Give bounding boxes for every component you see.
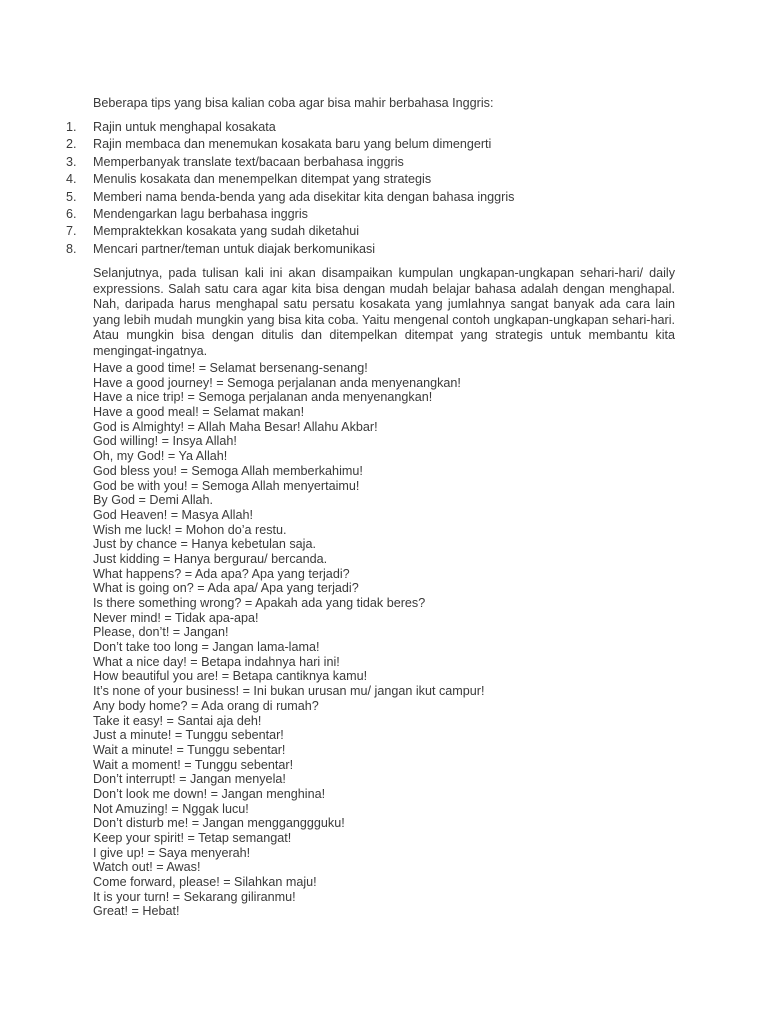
tip-text: Mencari partner/teman untuk diajak berkomunikasi xyxy=(93,241,376,256)
phrase-item: Just kidding = Hanya bergurau/ bercanda. xyxy=(93,551,328,566)
phrases-list xyxy=(93,361,484,919)
phrase-item: Don’t interrupt! = Jangan menyela! xyxy=(93,772,286,787)
tip-item xyxy=(66,136,514,153)
phrase-item: Great! = Hebat! xyxy=(93,904,180,919)
tip-number: 8. xyxy=(66,241,77,256)
phrase-item: Have a nice trip! = Semoga perjalanan anda menyenangkan! xyxy=(93,390,433,405)
phrase-item: Never mind! = Tidak apa-apa! xyxy=(93,610,259,625)
phrase-item: Just a minute! = Tunggu sebentar! xyxy=(93,728,284,743)
phrase-item: Any body home? = Ada orang di rumah? xyxy=(93,698,319,713)
phrase-item: Have a good meal! = Selamat makan! xyxy=(93,405,305,420)
phrase-item: God willing! = Insya Allah! xyxy=(93,434,237,449)
tip-number: 3. xyxy=(66,154,77,169)
tip-text: Mempraktekkan kosakata yang sudah diketahui xyxy=(93,224,360,239)
phrase-item: Is there something wrong? = Apakah ada yang tidak beres? xyxy=(93,596,426,610)
phrase-item: Have a good journey! = Semoga perjalanan anda menyenangkan! xyxy=(93,375,461,390)
tip-text: Rajin untuk menghapal kosakata xyxy=(93,120,276,134)
tip-item xyxy=(66,119,514,136)
tip-text: Menulis kosakata dan menempelkan ditempat yang strategis xyxy=(93,172,432,187)
tip-number: 6. xyxy=(66,206,77,221)
tip-number: 2. xyxy=(66,137,77,152)
phrase-item: Wait a minute! = Tunggu sebentar! xyxy=(93,742,286,757)
tip-item xyxy=(66,206,514,223)
phrase-item: God bless you! = Semoga Allah memberkahimu! xyxy=(93,463,363,478)
phrase-item: It is your turn! = Sekarang giliranmu! xyxy=(93,889,296,904)
phrase-item: Oh, my God! = Ya Allah! xyxy=(93,449,228,464)
phrase-item: Please, don’t! = Jangan! xyxy=(93,625,229,640)
tip-item xyxy=(66,171,514,188)
tip-text: Mendengarkan lagu berbahasa inggris xyxy=(93,206,308,221)
tip-number: 7. xyxy=(66,224,77,239)
tip-text: Memperbanyak translate text/bacaan berbahasa inggris xyxy=(93,154,404,169)
phrase-item: Keep your spirit! = Tetap semangat! xyxy=(93,831,292,845)
tip-item xyxy=(66,154,514,171)
phrase-item: Don’t look me down! = Jangan menghina! xyxy=(93,786,326,801)
phrase-item: I give up! = Saya menyerah! xyxy=(93,845,251,860)
tip-number: 4. xyxy=(66,172,77,187)
tips-list xyxy=(66,119,514,258)
tip-text: Memberi nama benda-benda yang ada disekitar kita dengan bahasa inggris xyxy=(93,189,515,204)
tip-item xyxy=(66,223,514,240)
phrase-item: Wish me luck! = Mohon do’a restu. xyxy=(93,522,287,537)
phrase-item: Don’t disturb me! = Jangan mengganggguku! xyxy=(93,816,345,831)
phrase-item: Not Amuzing! = Nggak lucu! xyxy=(93,801,249,816)
phrase-item: What a nice day! = Betapa indahnya hari ini! xyxy=(93,654,340,669)
phrase-item: Don’t take too long = Jangan lama-lama! xyxy=(93,640,320,655)
phrase-item: What is going on? = Ada apa/ Apa yang terjadi? xyxy=(93,581,359,596)
tip-number: 1. xyxy=(66,120,77,134)
phrase-item: Take it easy! = Santai aja deh! xyxy=(93,713,262,728)
tip-text: Rajin membaca dan menemukan kosakata baru yang belum dimengerti xyxy=(93,137,492,152)
phrase-item: Have a good time! = Selamat bersenang-senang! xyxy=(93,361,368,375)
phrase-item: How beautiful you are! = Betapa cantiknya kamu! xyxy=(93,669,368,684)
phrase-item: Come forward, please! = Silahkan maju! xyxy=(93,875,317,890)
phrase-item: Watch out! = Awas! xyxy=(93,860,201,875)
phrase-item: It’s none of your business! = Ini bukan urusan mu/ jangan ikut campur! xyxy=(93,684,485,699)
intro-text: Beberapa tips yang bisa kalian coba agar bisa mahir berbahasa Inggris: xyxy=(93,96,494,110)
phrase-item: God is Almighty! = Allah Maha Besar! Allahu Akbar! xyxy=(93,419,378,434)
phrase-item: God Heaven! = Masya Allah! xyxy=(93,507,253,522)
tip-number: 5. xyxy=(66,189,77,204)
phrase-item: By God = Demi Allah. xyxy=(93,493,214,508)
phrase-item: Just by chance = Hanya kebetulan saja. xyxy=(93,537,316,552)
body-paragraph: Selanjutnya, pada tulisan kali ini akan disampaikan kumpulan ungkapan-ungkapan sehari-hari/ daily expressions. Salah satu cara agar kita bisa dengan mudah belajar bahasa adalah dengan menghapal. Nah, daripada harus menghapal satu persatu kosakata yang jumlahnya sangat banyak ada cara lain yang lebih mudah mungkin yang bisa kita coba. Yaitu mengenal contoh ungkapan-ungkapan sehari-hari. Atau mungkin bisa dengan ditulis dan ditempelkan ditempat yang strategis untuk membantu kita mengingat-ingatnya. xyxy=(93,266,675,358)
phrase-item: What happens? = Ada apa? Apa yang terjadi? xyxy=(93,566,350,581)
tip-item xyxy=(66,241,514,258)
phrase-item: God be with you! = Semoga Allah menyertaimu! xyxy=(93,478,360,493)
phrase-item: Wait a moment! = Tunggu sebentar! xyxy=(93,757,294,772)
tip-item xyxy=(66,189,514,206)
